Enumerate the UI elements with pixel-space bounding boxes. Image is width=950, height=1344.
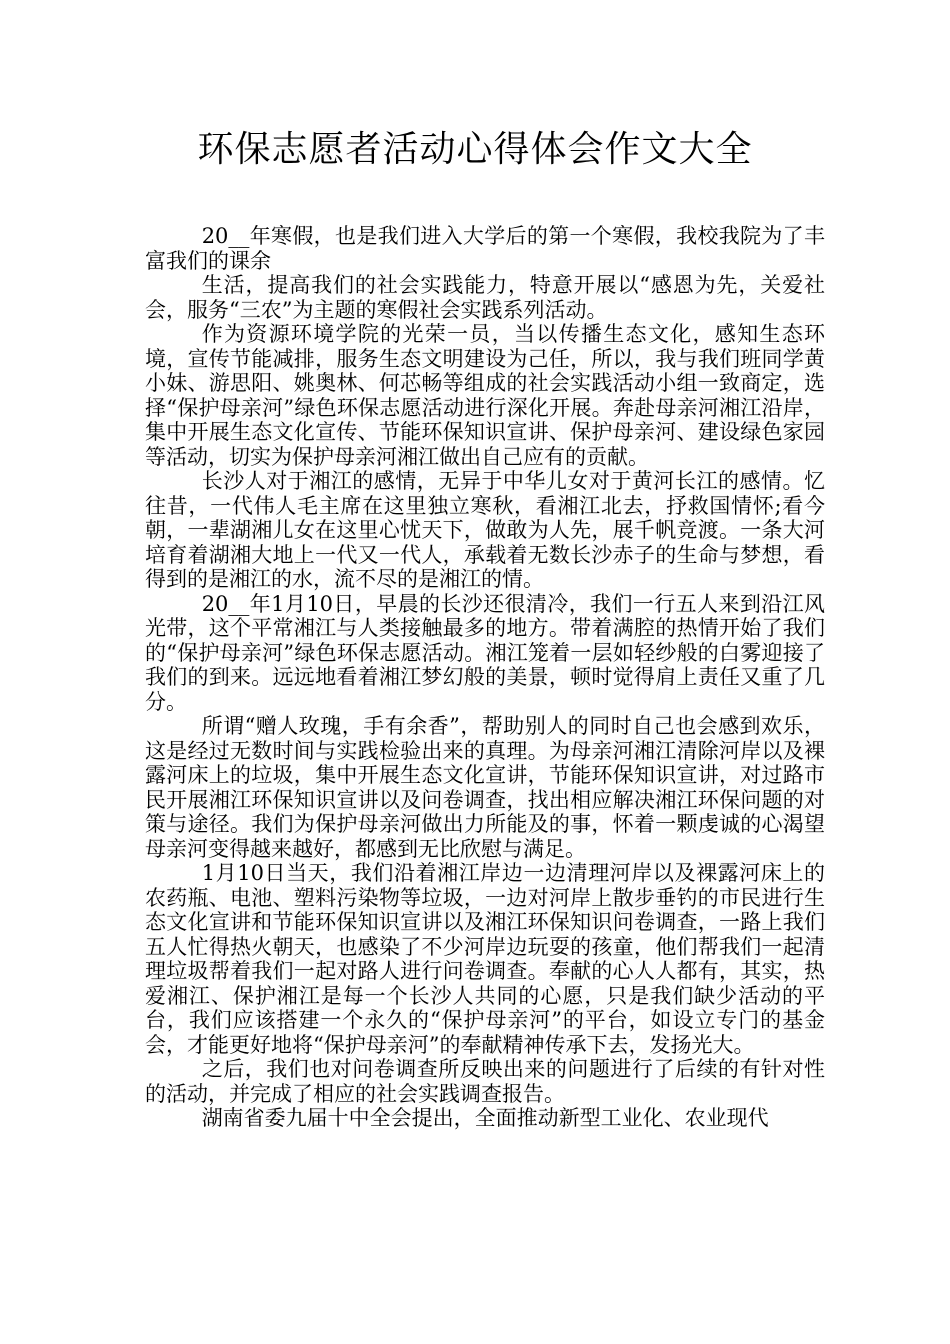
body-paragraph: 1月10日当天，我们沿着湘江岸边一边清理河岸以及裸露河床上的农药瓶、电池、塑料污染物等垃圾，一边对河岸上散步垂钓的市民进行生态文化宣讲和节能环保知识宣讲以及湘江环保知识问卷调查，一路上我们五人忙得热火朝天，也感染了不少河岸边玩耍的孩童，他们帮我们一起清理垃圾帮着我们一起对路人进行问卷调查。奉献的心人人都有，其实，热爱湘江、保护湘江是每一个长沙人共同的心愿，只是我们缺少活动的平台，我们应该搭建一个永久的“保护母亲河”的平台，如设立专门的基金会，才能更好地将“保护母亲河”的奉献精神传承下去，发扬光大。	[145, 861, 825, 1057]
body-paragraph: 湖南省委九届十中全会提出，全面推动新型工业化、农业现代	[201, 1106, 769, 1130]
body-paragraph: 生活，提高我们的社会实践能力，特意开展以“感恩为先，关爱社会，服务“三农”为主题的寒假社会实践系列活动。	[145, 273, 825, 322]
body-paragraph: 20__年寒假，也是我们进入大学后的第一个寒假，我校我院为了丰富我们的课余	[145, 224, 825, 273]
body-paragraph: 所谓“赠人玫瑰，手有余香”，帮助别人的同时自己也会感到欢乐，这是经过无数时间与实践检验出来的真理。为母亲河湘江清除河岸以及裸露河床上的垃圾，集中开展生态文化宣讲，节能环保知识宣讲，对过路市民开展湘江环保知识宣讲以及问卷调查，找出相应解决湘江环保问题的对策与途径。我们为保护母亲河做出力所能及的事，怀着一颗虔诚的心渴望母亲河变得越来越好，都感到无比欣慰与满足。	[145, 714, 825, 861]
document-title: 环保志愿者活动心得体会作文大全	[197, 129, 753, 170]
body-paragraph: 20__年1月10日，早晨的长沙还很清冷，我们一行五人来到沿江风光带，这个平常湘江与人类接触最多的地方。带着满腔的热情开始了我们的“保护母亲河”绿色环保志愿活动。湘江笼着一层如轻纱般的白雾迎接了我们的到来。远远地看着湘江梦幻般的美景，顿时觉得肩上责任又重了几分。	[145, 591, 825, 714]
body-paragraph: 长沙人对于湘江的感情，无异于中华儿女对于黄河长江的感情。忆往昔，一代伟人毛主席在这里独立寒秋，看湘江北去，抒救国情怀;看今朝，一辈湖湘儿女在这里心忧天下，做敢为人先，展千帆竞渡。一条大河培育着湖湘大地上一代又一代人，承载着无数长沙赤子的生命与梦想，看得到的是湘江的水，流不尽的是湘江的情。	[145, 469, 825, 591]
document-body	[145, 224, 825, 1131]
body-paragraph: 作为资源环境学院的光荣一员，当以传播生态文化，感知生态环境，宣传节能减排，服务生态文明建设为己任，所以，我与我们班同学黄小妹、游思阳、姚奥林、何芯畅等组成的社会实践活动小组一致商定，选择“保护母亲河”绿色环保志愿活动进行深化开展。奔赴母亲河湘江沿岸，集中开展生态文化宣传、节能环保知识宣讲、保护母亲河、建设绿色家园等活动，切实为保护母亲河湘江做出自己应有的贡献。	[145, 322, 825, 469]
body-paragraph: 之后，我们也对问卷调查所反映出来的问题进行了后续的有针对性的活动，并完成了相应的社会实践调查报告。	[145, 1057, 825, 1106]
